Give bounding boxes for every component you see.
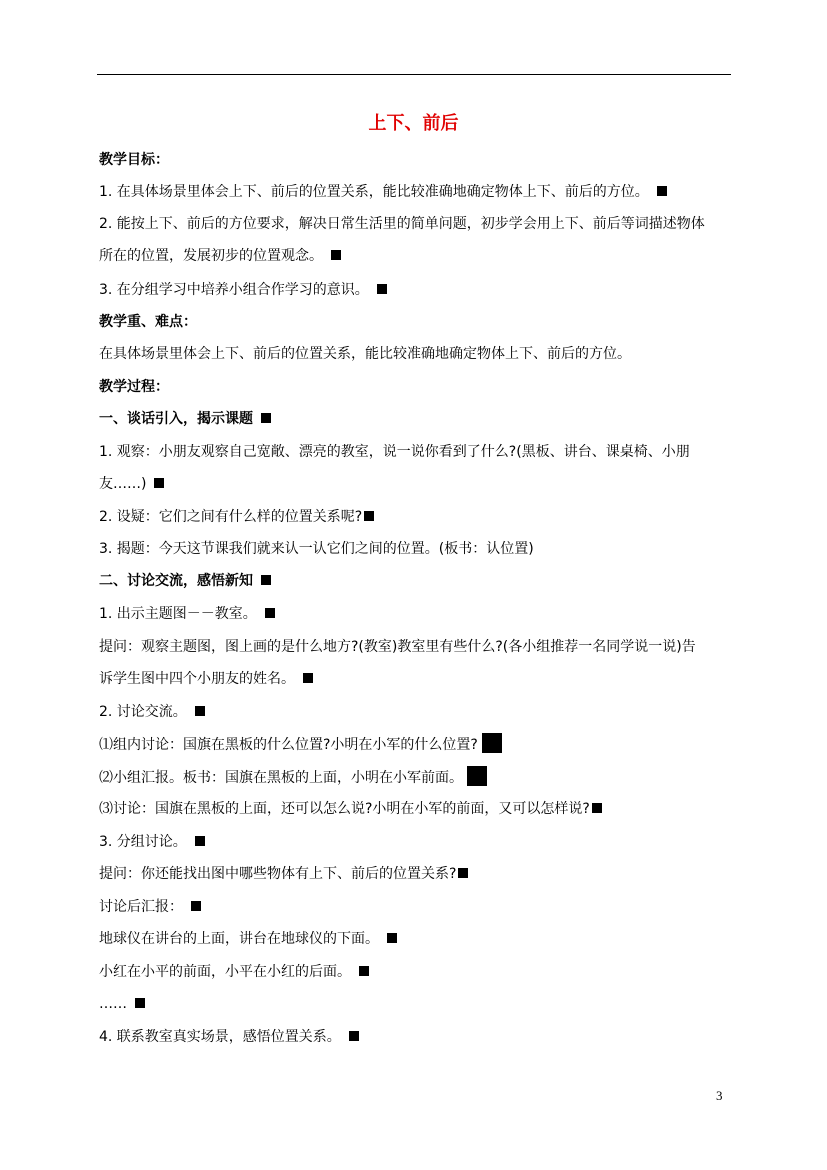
square-marker-icon <box>657 186 667 196</box>
square-marker-icon <box>349 1031 359 1041</box>
part-1-item-3: 3. 揭题：今天这节课我们就来认一认它们之间的位置。(板书：认位置) <box>99 541 534 557</box>
part-1-item-1-line-2 <box>99 473 739 495</box>
part-2-item-2-text: 2. 讨论交流。 <box>99 704 187 720</box>
part-2-question-line-1: 提问：观察主题图，图上画的是什么地方?(教室)教室里有些什么?(各小组推荐一名同学说一说)告 <box>99 639 696 655</box>
square-marker-icon <box>387 933 397 943</box>
part-2-item-3-report <box>99 896 739 918</box>
part-2-item-4 <box>99 1026 739 1048</box>
objective-1-text: 1. 在具体场景里体会上下、前后的位置关系，能比较准确地确定物体上下、前后的方位。 <box>99 184 649 200</box>
part-2-item-2-sub-3-text: ⑶讨论：国旗在黑板的上面，还可以怎么说?小明在小军的前面，又可以怎样说? <box>99 801 590 817</box>
part-1-heading <box>99 408 739 430</box>
heading-objectives: 教学目标： <box>99 152 169 168</box>
square-marker-icon <box>482 733 502 753</box>
part-1-item-1-text: 友……) <box>99 476 147 492</box>
square-marker-icon <box>195 706 205 716</box>
square-marker-icon <box>261 575 271 585</box>
square-marker-icon <box>377 284 387 294</box>
part-2-item-1 <box>99 603 739 625</box>
objective-2-line-1: 2. 能按上下、前后的方位要求，解决日常生活里的简单问题，初步学会用上下、前后等词描述物体 <box>99 216 705 232</box>
square-marker-icon <box>195 836 205 846</box>
part-2-example-ellipsis <box>99 993 739 1015</box>
part-2-example-1-text: 地球仪在讲台的上面，讲台在地球仪的下面。 <box>99 931 379 947</box>
part-2-heading <box>99 570 739 592</box>
ellipsis-text: …… <box>99 996 127 1012</box>
part-2-item-2-sub-1-text: ⑴组内讨论：国旗在黑板的什么位置?小明在小军的什么位置? <box>99 737 478 753</box>
square-marker-icon <box>154 478 164 488</box>
part-2-question-text: 诉学生图中四个小朋友的姓名。 <box>99 671 295 687</box>
part-2-item-2-sub-1 <box>99 733 739 756</box>
part-2-item-3-report-text: 讨论后汇报： <box>99 899 183 915</box>
square-marker-icon <box>265 608 275 618</box>
key-points-text: 在具体场景里体会上下、前后的位置关系，能比较准确地确定物体上下、前后的方位。 <box>99 346 631 362</box>
heading-process: 教学过程： <box>99 379 169 395</box>
part-2-item-3 <box>99 831 739 853</box>
square-marker-icon <box>458 868 468 878</box>
part-2-item-4-text: 4. 联系教室真实场景，感悟位置关系。 <box>99 1029 341 1045</box>
square-marker-icon <box>135 998 145 1008</box>
part-2-example-2-text: 小红在小平的前面，小平在小红的后面。 <box>99 964 351 980</box>
objective-1 <box>99 181 739 203</box>
document-title: 上下、前后 <box>368 113 459 134</box>
part-2-example-1 <box>99 928 739 950</box>
part-2-example-2 <box>99 961 739 983</box>
square-marker-icon <box>261 413 271 423</box>
part-1-text: 一、谈话引入，揭示课题 <box>99 411 253 427</box>
part-2-text: 二、讨论交流，感悟新知 <box>99 573 253 589</box>
part-2-question-line-2 <box>99 668 739 690</box>
square-marker-icon <box>191 901 201 911</box>
part-2-item-3-text: 3. 分组讨论。 <box>99 834 187 850</box>
part-2-item-3-question <box>99 863 739 885</box>
part-2-item-3-question-text: 提问：你还能找出图中哪些物体有上下、前后的位置关系? <box>99 866 457 882</box>
header-rule <box>97 74 731 75</box>
page-number: 3 <box>716 1088 723 1103</box>
part-1-item-2 <box>99 506 739 528</box>
objective-2-line-2 <box>99 245 739 267</box>
square-marker-icon <box>331 250 341 260</box>
objective-3 <box>99 279 739 301</box>
square-marker-icon <box>364 511 374 521</box>
part-2-item-2-sub-3 <box>99 798 739 820</box>
part-2-item-2-sub-2 <box>99 766 739 789</box>
part-2-item-1-text: 1. 出示主题图－－教室。 <box>99 606 257 622</box>
part-2-item-2 <box>99 701 739 723</box>
objective-3-text: 3. 在分组学习中培养小组合作学习的意识。 <box>99 282 369 298</box>
square-marker-icon <box>359 966 369 976</box>
objective-2-text: 所在的位置，发展初步的位置观念。 <box>99 248 323 264</box>
part-1-item-2-text: 2. 设疑：它们之间有什么样的位置关系呢? <box>99 509 363 525</box>
heading-key-points: 教学重、难点： <box>99 314 197 330</box>
square-marker-icon <box>592 803 602 813</box>
square-marker-icon <box>303 673 313 683</box>
part-2-item-2-sub-2-text: ⑵小组汇报。板书：国旗在黑板的上面，小明在小军前面。 <box>99 770 463 786</box>
part-1-item-1-line-1: 1. 观察：小朋友观察自己宽敞、漂亮的教室，说一说你看到了什么?(黑板、讲台、课桌椅、小朋 <box>99 444 690 460</box>
square-marker-icon <box>467 766 487 786</box>
